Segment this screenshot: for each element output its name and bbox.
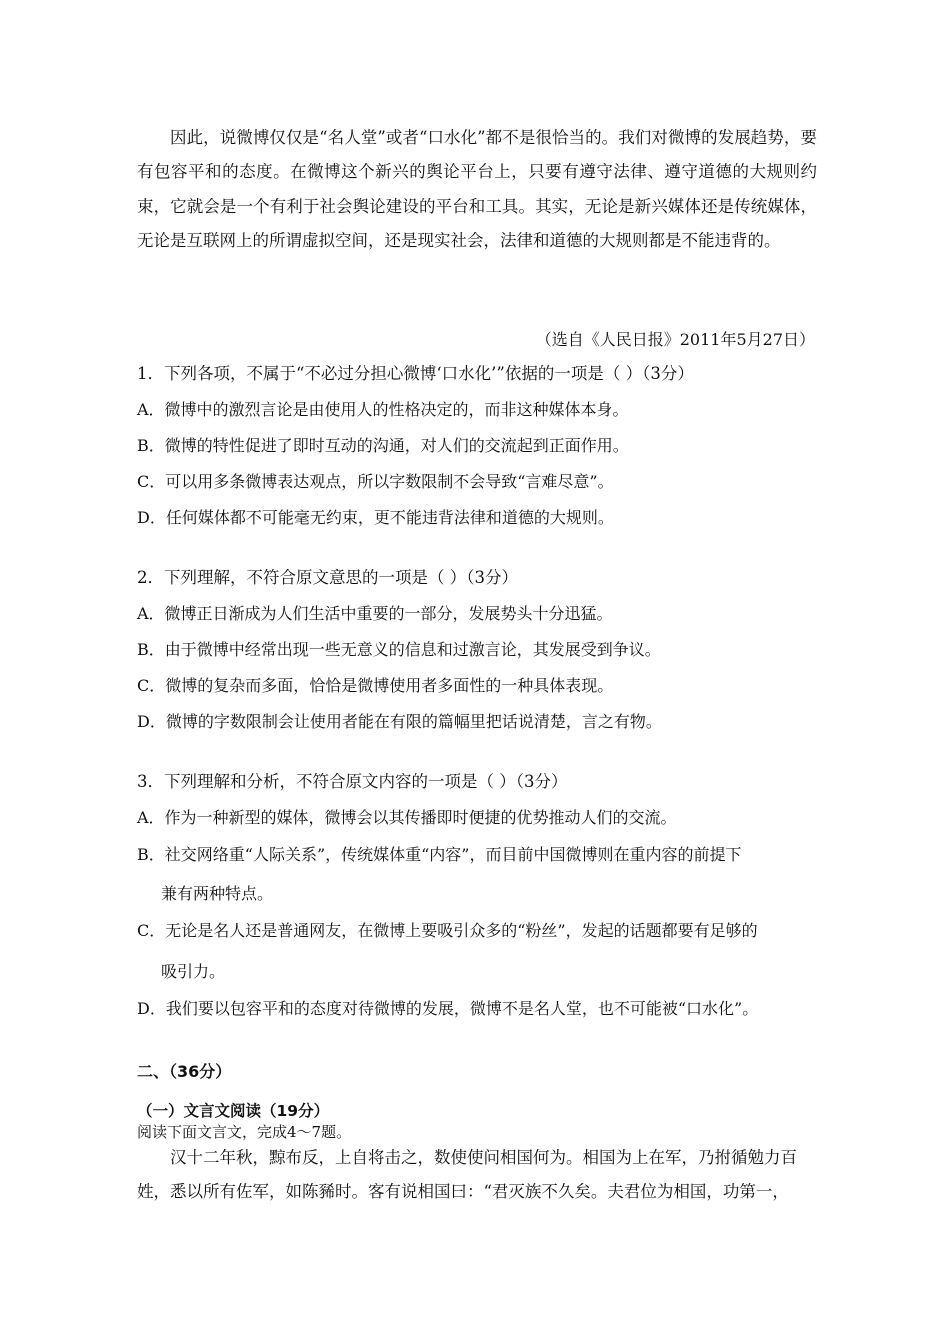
section-2-instruction: 阅读下面文言文，完成4～7题。 xyxy=(137,1123,352,1141)
question-1-option-a: A．微博中的激烈言论是由使用人的性格决定的，而非这种媒体本身。 xyxy=(137,400,629,419)
question-3-option-b-line1: B．社交网络重“人际关系”，传统媒体重“内容”，而目前中国微博则在重内容的前提下 xyxy=(137,845,742,864)
classical-text-paragraph: 汉十二年秋，黥布反，上自将击之，数使使问相国何为。相国为上在军，乃拊循勉力百姓，悉以所有佐军，如陈豨时。客有说相国曰：“君灭族不久矣。夫君位为相国，功第一， xyxy=(137,1148,797,1201)
section-2-subheading: （一）文言文阅读（19分） xyxy=(137,1102,330,1120)
question-3-option-a: A．作为一种新型的媒体，微博会以其传播即时便捷的优势推动人们的交流。 xyxy=(137,808,677,827)
question-2-option-c: C．微博的复杂而多面，恰恰是微博使用者多面性的一种具体表现。 xyxy=(137,676,614,695)
question-1-option-b: B．微博的特性促进了即时互动的沟通，对人们的交流起到正面作用。 xyxy=(137,436,629,455)
section-2-heading: 二、（36分） xyxy=(137,1062,232,1081)
question-2-option-a: A．微博正日渐成为人们生活中重要的一部分，发展势头十分迅猛。 xyxy=(137,604,613,623)
question-3-option-c-line2: 吸引力。 xyxy=(161,962,226,981)
question-3-option-b-line2: 兼有两种特点。 xyxy=(161,884,274,903)
question-1-stem: 1．下列各项，不属于“不必过分担心微博‘口水化’”依据的一项是（ ）（3分） xyxy=(137,364,694,383)
question-2-stem: 2．下列理解，不符合原文意思的一项是（ ）（3分） xyxy=(137,568,518,587)
passage-paragraph: 因此，说微博仅仅是“名人堂”或者“口水化”都不是很恰当的。我们对微博的发展趋势，要有包容平和的态度。在微博这个新兴的舆论平台上，只要有遵守法律、遵守道德的大规则约束，它就会是一个有利于社会舆论建设的平台和工具。其实，无论是新兴媒体还是传统媒体，无论是互联网上的所谓虚拟空间，还是现实社会，法律和道德的大规则都是不能违背的。 xyxy=(137,128,817,250)
question-2-option-d: D．微博的字数限制会让使用者能在有限的篇幅里把话说清楚，言之有物。 xyxy=(137,712,662,731)
question-2-option-b: B．由于微博中经常出现一些无意义的信息和过激言论，其发展受到争议。 xyxy=(137,640,661,659)
passage-source: （选自《人民日报》2011年5月27日） xyxy=(535,330,815,349)
question-3-option-d: D．我们要以包容平和的态度对待微博的发展，微博不是名人堂，也不可能被“口水化”。 xyxy=(137,999,759,1018)
question-3-stem: 3．下列理解和分析，不符合原文内容的一项是（ ）（3分） xyxy=(137,772,568,791)
question-1-option-d: D．任何媒体都不可能毫无约束，更不能违背法律和道德的大规则。 xyxy=(137,508,614,527)
question-3-option-c-line1: C．无论是名人还是普通网友，在微博上要吸引众多的“粉丝”，发起的话题都要有足够的 xyxy=(137,921,758,940)
question-1-option-c: C．可以用多条微博表达观点，所以字数限制不会导致“言难尽意”。 xyxy=(137,472,614,491)
